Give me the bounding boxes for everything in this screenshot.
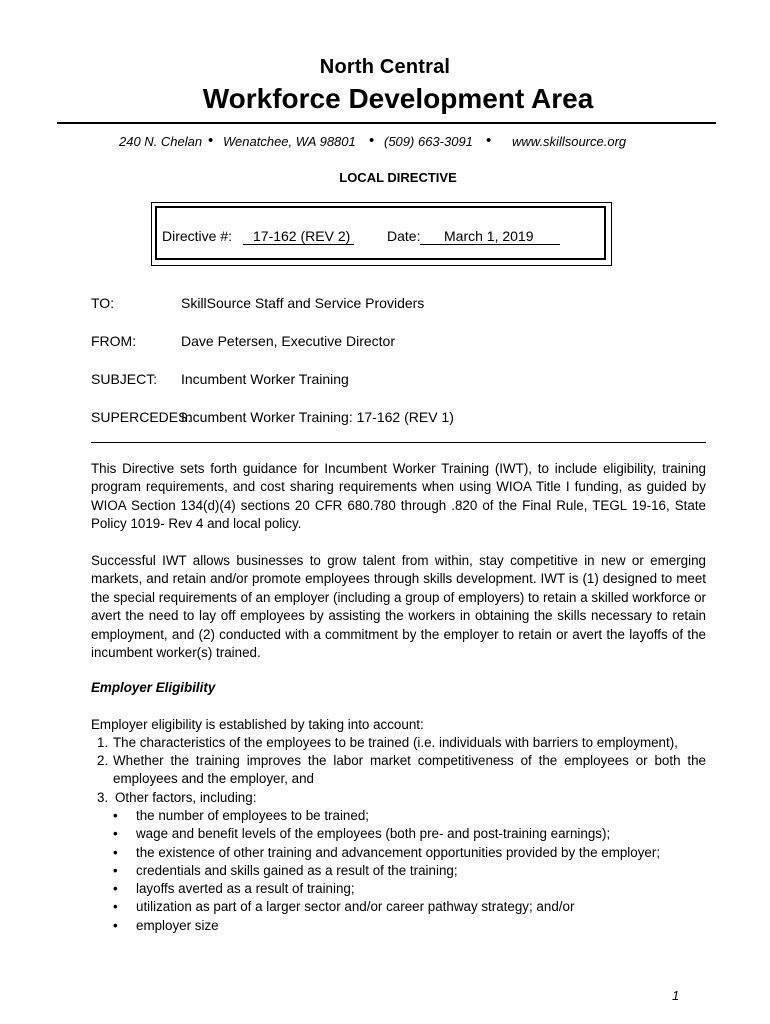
website-link[interactable]: www.skillsource.org: [512, 134, 627, 149]
bullet-icon: •: [113, 862, 118, 878]
list-item: [113, 825, 660, 843]
phone-text: (509) 663-3091: [384, 134, 473, 149]
org-title-line2: Workforce Development Area: [202, 83, 594, 114]
list-item: [113, 807, 660, 825]
numbered-item-text: Whether the training improves the labor market competitiveness of the employees or both the employees and the employer, and: [113, 753, 706, 787]
page-number: 1: [672, 988, 680, 1003]
eligibility-intro: Employer eligibility is established by taking into account:: [91, 717, 424, 732]
directive-number-label: Directive #:: [162, 228, 233, 244]
list-item-text: the existence of other training and advancement opportunities provided by the employer;: [136, 844, 661, 860]
numbered-item-text: Other factors, including:: [115, 790, 257, 805]
bullet-icon: •: [113, 844, 118, 860]
document-type-heading: LOCAL DIRECTIVE: [339, 170, 457, 185]
directive-number-value: 17-162 (REV 2): [243, 228, 354, 245]
list-item-text: credentials and skills gained as a result of the training;: [136, 862, 458, 878]
list-item: [113, 917, 660, 935]
numbered-item-number: 3.: [97, 790, 109, 805]
list-item-text: utilization as part of a larger sector and/or career pathway strategy; and/or: [136, 899, 575, 915]
org-title-line1: North Central: [319, 56, 451, 78]
subject-label: SUBJECT:: [91, 371, 158, 387]
bullet-icon: •: [113, 917, 118, 933]
from-label: FROM:: [91, 333, 137, 349]
list-item-text: the number of employees to be trained;: [136, 808, 369, 823]
bullet-icon: •: [113, 826, 118, 842]
date-value: March 1, 2019: [420, 228, 560, 245]
numbered-item-text: The characteristics of the employees to be trained (i.e. individuals with barriers to employment),: [113, 735, 678, 750]
header-divider: [91, 442, 706, 443]
section-heading-employer-eligibility: Employer Eligibility: [91, 680, 216, 695]
iwt-overview-paragraph: Successful IWT allows businesses to grow talent from within, stay competitive in new or emerging markets, and retain and/or promote employees through skills development. IWT is (1) designed to meet the special requirements of an employer (including a group of employers) to retain a skilled workforce or avert the need to lay off employees by assisting the workers in obtaining the skills necessary to retain employment, and (2) conducted with a commitment by the employer to retain or avert the layoffs of the incumbent worker(s) trained.: [91, 553, 706, 661]
list-item: [113, 844, 660, 862]
separator-bullet-icon: •: [486, 132, 492, 149]
list-item-text: layoffs averted as a result of training;: [136, 881, 355, 897]
list-item-text: wage and benefit levels of the employees (both pre- and post-training earnings);: [136, 826, 611, 842]
address-text: 240 N. Chelan: [119, 134, 203, 149]
subject-value: Incumbent Worker Training: [181, 371, 349, 387]
to-value: SkillSource Staff and Service Providers: [181, 295, 425, 311]
supercedes-value: Incumbent Worker Training: 17-162 (REV 1): [181, 409, 454, 425]
numbered-item-number: 2.: [97, 753, 109, 768]
list-item: [113, 898, 660, 916]
city-text: Wenatchee, WA 98801: [223, 134, 356, 149]
other-factors-list: [113, 807, 660, 935]
bullet-icon: •: [113, 808, 118, 823]
supercedes-label: SUPERCEDES:: [91, 409, 192, 425]
header-rule: [57, 122, 716, 124]
list-item: [113, 880, 660, 898]
bullet-icon: •: [113, 881, 118, 897]
list-item: [113, 862, 660, 880]
list-item-text: employer size: [136, 917, 219, 933]
to-label: TO:: [91, 295, 115, 311]
separator-bullet-icon: •: [208, 132, 214, 149]
intro-paragraph: This Directive sets forth guidance for Incumbent Worker Training (IWT), to include eligibility, training program requirements, and cost sharing requirements when using WIOA Title I funding, as guided by WIOA Section 134(d)(4) sections 20 CFR 680.780 through .820 of the Final Rule, TEGL 19-16, State Policy 1019- Rev 4 and local policy.: [91, 461, 706, 532]
separator-bullet-icon: •: [369, 132, 375, 149]
numbered-item-number: 1.: [97, 735, 109, 750]
bullet-icon: •: [113, 899, 118, 915]
date-label: Date:: [387, 228, 421, 244]
from-value: Dave Petersen, Executive Director: [181, 333, 395, 349]
